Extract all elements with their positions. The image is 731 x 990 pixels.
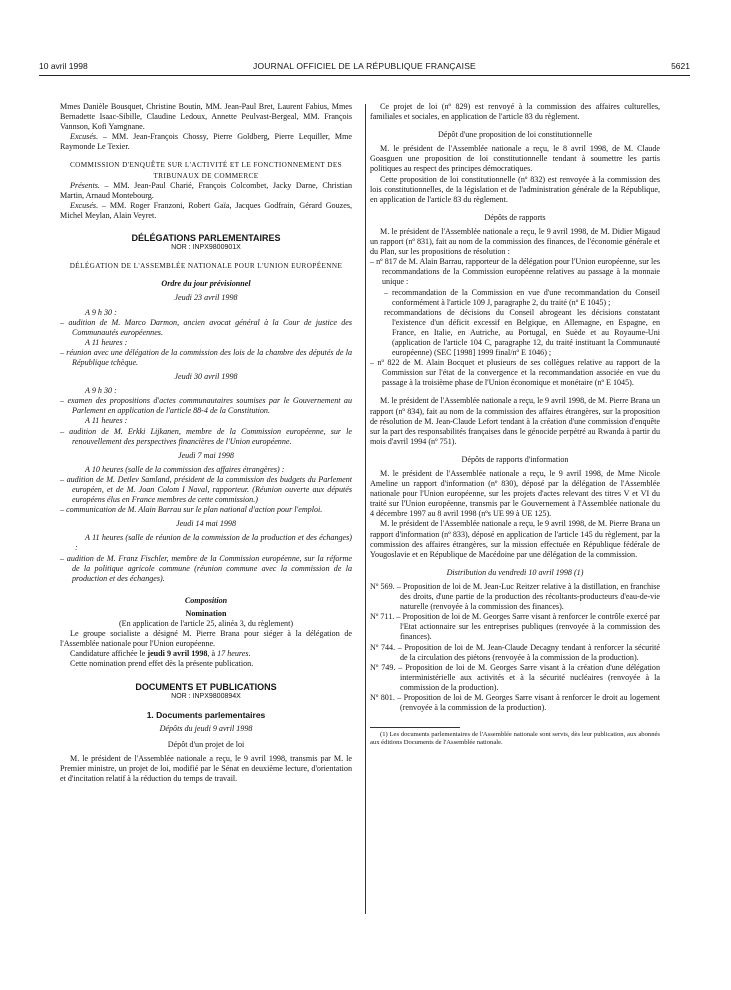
agenda-item-6: – audition de M. Franz Fischler, membre de la Commission européenne, sur la réforme de la politique agricole commune (réunion commune avec la commission de la production et des échanges). <box>60 553 352 583</box>
agenda-item-1: – audition de M. Marco Darmon, ancien avocat général à la Cour de justice des Communautés européennes. <box>60 317 352 337</box>
heading-depots-rapports: Dépôts de rapports <box>484 212 546 222</box>
recommandations-1046: recommandations de décisions du Conseil abrogeant les décisions constatant l'existence d'un déficit excessif en Belgique, en Allemagne, en Espagne, en France, en Italie, en Autriche, au Portugal, en Suède et au Royaume-Uni (application de l'article 104 C, paragraphe 12, du traité instituant la Communauté européenne) (SEC [1998] 1999 final/nº E 1046) ; <box>384 307 660 358</box>
column-divider <box>365 104 366 914</box>
nomination-text: Le groupe socialiste a désigné M. Pierre Brana pour siéger à la délégation de l'Assemblée nationale pour l'Union européenne. <box>60 629 352 649</box>
time-4: A 11 heures : <box>85 416 128 426</box>
agenda-item-3: – examen des propositions d'actes communautaires soumises par le Gouvernement au Parlement en application de l'article 88-4 de la Constitution. <box>60 396 352 416</box>
page-header <box>39 61 690 75</box>
nomination-effet: Cette nomination prend effet dès la présente publication. <box>70 659 254 669</box>
goasguen-paragraph: M. le président de l'Assemblée nationale a reçu, le 8 avril 1998, de M. Claude Goasguen une proposition de loi constitutionnelle tendant à soumettre les partis politiques au respect des principes démocratiques. <box>370 144 660 174</box>
footnote: (1) Les documents parlementaires de l'Assemblée nationale sont servis, dès leur publication, aux abonnés aux éditions Documents de l'Assemblée nationale. <box>370 731 660 747</box>
header-rule <box>39 75 690 76</box>
depot-projet-heading: Dépôt d'un projet de loi <box>167 739 245 749</box>
presents: Présents. – MM. Jean-Paul Charié, François Colcombet, Jacky Darne, Christian Martin, Arnaud Montebourg. <box>60 180 352 200</box>
agenda-item-5b: – communication de M. Alain Barrau sur le plan national d'action pour l'emploi. <box>60 505 323 515</box>
time-2: A 11 heures : <box>85 337 128 347</box>
composition-title: Composition <box>184 595 228 605</box>
distribution-item-801: Nº 801. – Proposition de loi de M. Georges Sarre visant à renforcer le droit au logement (renvoyée à la commission de la production). <box>370 692 660 713</box>
brana-rapport-833: M. le président de l'Assemblée nationale a reçu, le 9 avril 1998, de M. Pierre Brana un rapport d'information (nº 833), déposé en application de l'article 145 du règlement, par la commission des affaires étrangères, sur la mission effectuée en République fédérale de Yougoslavie et en République de Macédoine par une délégation de la commission. <box>370 519 660 559</box>
documents-title: DOCUMENTS ET PUBLICATIONS <box>135 681 277 692</box>
date-jeudi-7: Jeudi 7 mai 1998 <box>178 450 234 460</box>
right-column <box>370 102 660 747</box>
delegations-nor: NOR : INPX9800901X <box>171 244 241 252</box>
distribution-item-744: Nº 744. – Proposition de loi de M. Jean-Claude Decagny tendant à renforcer la sécurité de la circulation des piétons (renvoyée à la commission de la production). <box>370 642 660 662</box>
nomination-title: Nomination <box>185 608 227 618</box>
ameline-paragraph: M. le président de l'Assemblée nationale a reçu, le 9 avril 1998, de Mme Nicole Ameline un rapport d'information (nº 830), déposé par la délégation de l'Assemblée nationale pour l'Union européenne, sur les projets d'actes relevant des titres V et VI du traité sur l'Union européenne, transmis par le Gouvernement à l'Assemblée nationale du 4 décembre 1997 au 8 avril 1998 (nºs UE 99 à UE 125). <box>370 469 660 519</box>
recommandation-1045: – recommandation de la Commission en vue d'une recommandation du Conseil conformément à l'article 109 J, paragraphe 2, du traité (nº E 1045) ; <box>384 287 660 307</box>
nomination-ref: (En application de l'article 25, alinéa 3, du règlement) <box>118 619 294 629</box>
projet-text: M. le président de l'Assemblée nationale a reçu, le 9 avril 1998, transmis par M. le Premier ministre, un projet de loi, modifié par le Sénat en deuxième lecture, d'orientation et d'incitation relatif à la réduction du temps de travail. <box>60 753 352 784</box>
header-date: 10 avril 1998 <box>39 61 88 71</box>
documents-subtitle: 1. Documents parlementaires <box>146 709 266 720</box>
agenda-item-4: – audition de M. Erkki Lijkanen, membre de la Commission européenne, sur le renouvellement des perspectives financières de l'Union européenne. <box>60 426 352 446</box>
date-jeudi-23: Jeudi 23 avril 1998 <box>174 293 238 303</box>
time-6: A 11 heures (salle de réunion de la commission de la production et des échanges) : <box>75 533 352 553</box>
distribution-item-749: Nº 749. – Proposition de loi de M. Georges Sarre visant à la création d'une délégation interministérielle aux activités et à la sécurité nucléaires (renvoyée à la commission de la production). <box>370 662 660 692</box>
heading-rapports-information: Dépôts de rapports d'information <box>461 454 569 464</box>
distribution-item-711: Nº 711. – Proposition de loi de M. Georges Sarre visant à renforcer le contrôle exercé par l'Etat actionnaire sur les entreprises publiques (renvoyée à la commission des finances). <box>370 612 660 642</box>
candidature: Candidature affichée le jeudi 9 avril 1998, à 17 heures. <box>70 649 251 659</box>
header-page-number: 5621 <box>671 61 690 71</box>
brana-rapport-834: M. le président de l'Assemblée nationale a reçu, le 9 avril 1998, de M. Pierre Brana un rapport (nº 834), fait au nom de la commission des affaires étrangères, sur la proposition de résolution de M. Jean-Claude Lefort tendant à la création d'une commission d'enquête sur la part des responsabilités françaises dans le génocide perpétré au Rwanda à partir du mois d'avril 1994 (nº 751). <box>370 396 660 446</box>
excuses-1: Excusés. – MM. Jean-François Chossy, Pierre Goldberg, Pierre Lequiller, Mme Raymonde Le Texier. <box>60 132 352 152</box>
date-jeudi-14: Jeudi 14 mai 1998 <box>175 519 237 529</box>
agenda-item-2: – réunion avec une délégation de la commission des lois de la chambre des députés de la République tchèque. <box>60 347 352 367</box>
documents-nor: NOR : INPX9800894X <box>171 692 241 700</box>
time-5: A 10 heures (salle de la commission des affaires étrangères) : <box>85 464 285 474</box>
resolution-817: – nº 817 de M. Alain Barrau, rapporteur de la délégation pour l'Union européenne, sur les recommandations de la Commission européenne relatives au passage à la monnaie unique : <box>370 257 660 287</box>
members-intro: Mmes Danièle Bousquet, Christine Boutin, MM. Jean-Paul Bret, Laurent Fabius, Mmes Bernadette Isaac-Sibille, Claudine Ledoux, Annette Peulvast-Bergeal, MM. François Vannson, Kofi Yamgnane. <box>60 102 352 132</box>
footnote-rule <box>370 727 460 728</box>
excuses-2: Excusés. – MM. Roger Franzoni, Robert Gaïa, Jacques Godfrain, Gérard Gouzes, Michel Meylan, Alain Veyret. <box>60 200 352 220</box>
ordre-du-jour-title: Ordre du jour prévisionnel <box>161 279 251 289</box>
depots-date: Dépôts du jeudi 9 avril 1998 <box>159 723 253 733</box>
migaud-paragraph: M. le président de l'Assemblée nationale a reçu, le 9 avril 1998, de M. Didier Migaud un rapport (nº 831), fait au nom de la commission des finances, de l'économie générale et du Plan, sur les propositions de résolution : <box>370 226 660 257</box>
left-column <box>60 102 352 784</box>
time-1: A 9 h 30 : <box>85 307 117 317</box>
renvoi-paragraph: Ce projet de loi (nº 829) est renvoyé à la commission des affaires culturelles, familiales et sociales, en application de l'article 83 du règlement. <box>370 102 660 122</box>
distribution-heading: Distribution du vendredi 10 avril 1998 (1) <box>446 567 584 577</box>
time-3: A 9 h 30 : <box>85 386 117 396</box>
agenda-item-5a: – audition de M. Detlev Samland, président de la commission des budgets du Parlement européen, et de M. Joan Colom I Naval, rapporteur. (Réunion ouverte aux députés européens élus en France membres de cette commission.) <box>60 474 352 505</box>
renvoi-832: Cette proposition de loi constitutionnelle (nº 832) est renvoyée à la commission des lois constitutionnelles, de la législation et de l'administration générale de la République, en application de l'article 83 du règlement. <box>370 174 660 204</box>
heading-proposition-constitutionnelle: Dépôt d'une proposition de loi constitutionnelle <box>437 130 593 140</box>
delegation-name: DÉLÉGATION DE L'ASSEMBLÉE NATIONALE POUR L'UNION EUROPÉENNE <box>69 262 343 271</box>
resolution-822: – nº 822 de M. Alain Bocquet et plusieurs de ses collègues relative au rapport de la Commission sur l'état de la convergence et la recommandation associée en vue du passage à la troisième phase de l'Union économique et monétaire (nº E 1045). <box>370 358 660 388</box>
header-journal-title: JOURNAL OFFICIEL DE LA RÉPUBLIQUE FRANÇAISE <box>253 61 476 71</box>
distribution-item-569: Nº 569. – Proposition de loi de M. Jean-Luc Reitzer relative à la distillation, en franchise des droits, d'une partie de la production des récoltants-producteurs d'eau-de-vie naturelle (renvoyée à la commission des finances). <box>370 581 660 612</box>
commission-title: COMMISSION D'ENQUÊTE SUR L'ACTIVITÉ ET LE FONCTIONNEMENT DES TRIBUNAUX DE COMMERCE <box>69 161 343 180</box>
date-jeudi-30: Jeudi 30 avril 1998 <box>174 372 238 382</box>
delegations-title: DÉLÉGATIONS PARLEMENTAIRES <box>131 233 281 244</box>
